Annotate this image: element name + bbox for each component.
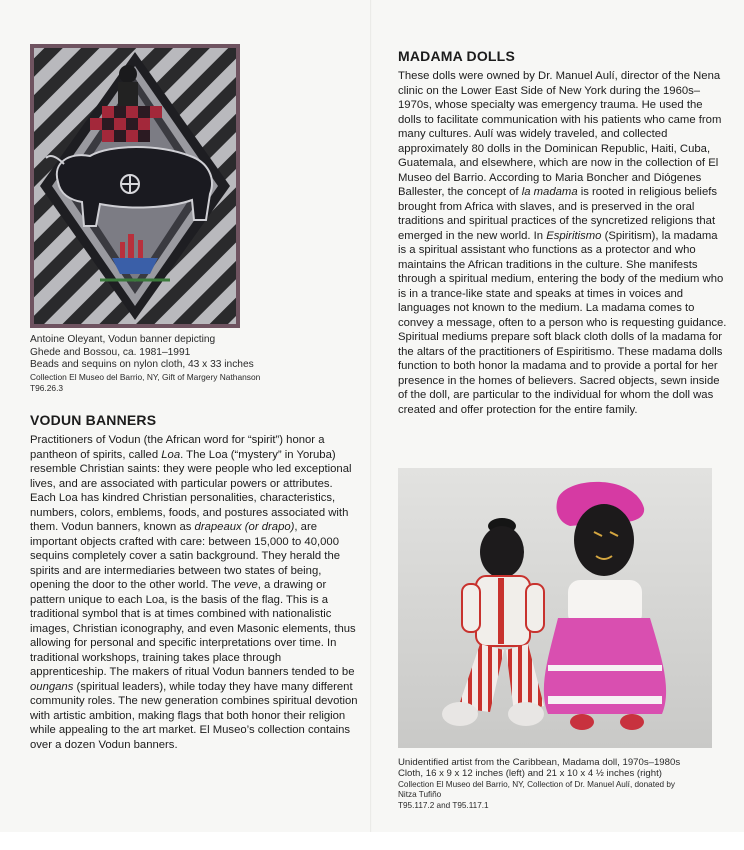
dolls-caption-accession: T95.117.2 and T95.117.1 xyxy=(398,801,489,810)
vodun-heading: VODUN BANNERS xyxy=(30,412,157,428)
madama-dolls-image xyxy=(398,468,712,748)
dolls-caption xyxy=(398,757,728,812)
vodun-body xyxy=(30,433,360,752)
madama-text: These dolls were owned by Dr. Manuel Aulí, director of the Nena clinic on the Lower East Side of New York during the 1960s–1970s, whose specialty was emergency trauma. He used the dolls to facilitate communication with his patients who came from many cultures. Aulí was widely traveled, and collected approximately 80 dolls in the Dominican Republic, Haiti, Cuba, Guatemala, and elsewhere, which are now in the collection of El Museo del Barrio. According to Maria Boncher and Diógenes Ballester, the concept of xyxy=(398,70,722,198)
vodun-text: Practitioners of Vodun (the African word for “spirit”) honor a pantheon of spirits, called xyxy=(30,434,325,461)
vodun-banner-image xyxy=(30,44,240,328)
page-bottom-edge xyxy=(0,832,744,850)
vodun-text: , a drawing or pattern unique to each Loa, is the basis of the flag. This is a traditional symbol that is at times combined with nationalistic images, Christian iconography, and even Masonic elements, thus allowing for personal and specific interpretations over time. In traditional workshops, training takes place through apprenticeship. The makers of ritual Vodun banners tended to be xyxy=(30,579,356,678)
vodun-text: . The Loa (“mystery” in Yoruba) resemble Christian saints: they were people who led exceptional lives, and are associated with particular powers or attributes. Each Loa has kindred Christian personalities, characteristics, numbers, colors, emblems, foods, and postures associated with them. Vodun banners, known as xyxy=(30,448,352,533)
banner-caption-line: Antoine Oleyant, Vodun banner depicting xyxy=(30,334,216,345)
madama-italic: Espiritismo xyxy=(546,229,602,242)
madama-text: (Spiritism), la madama is a spiritual assistant who functions as a protector and who maintains the African traditions in the culture. She manifests through a spiritual medium, entering the body of the medium who is in a trance-like state and speaks at times in voices and languages not known to the medium. La madama comes to convey a message, often to a person who is requesting guidance. Spiritual mediums prepare soft black cloth dolls of la madama for the altars of the practitioners of Espiritismo. These madama dolls function to both honor la madama and to provide a portal for her presence in the homes of believers. Sacred objects, sewn inside of the doll, are particular to the individual for whom the doll was created and offer protection for the entire family. xyxy=(398,229,727,416)
vodun-italic: drapeaux (or drapo) xyxy=(194,521,295,533)
dolls-caption-credit: Nitza Tufiño xyxy=(398,790,442,800)
dolls-caption-line: Cloth, 16 x 9 x 12 inches (left) and 21 x 10 x 4 ½ inches (right) xyxy=(398,768,662,780)
vodun-italic: oungans xyxy=(30,680,74,693)
vodun-italic: veve xyxy=(233,579,258,591)
madama-heading: MADAMA DOLLS xyxy=(398,48,515,64)
madama-text: is rooted in religious beliefs brought from Africa with slaves, and is preserved in the oral traditions and spiritual practices of the syncretized religions that emerged in the new world. In xyxy=(398,186,718,242)
banner-caption-accession: T96.26.3 xyxy=(30,383,64,394)
madama-italic: la madama xyxy=(521,186,578,198)
vodun-text: , are important objects crafted with care: between 15,000 to 40,000 sequins completely cover a satin background. They herald the spirits and are intermediaries between two states of being, opening the door to the other world. The xyxy=(30,521,341,591)
banner-caption-line: Beads and sequins on nylon cloth, 43 x 33 inches xyxy=(30,359,254,371)
dolls-caption-line: Unidentified artist from the Caribbean, Madama doll, 1970s–1980s xyxy=(398,757,681,768)
vodun-italic: Loa xyxy=(161,448,181,461)
banner-caption-credit: Collection El Museo del Barrio, NY, Gift of Margery Nathanson xyxy=(30,371,261,382)
dolls-caption-credit: Collection El Museo del Barrio, NY, Collection of Dr. Manuel Aulí, donated by xyxy=(398,779,676,789)
banner-caption xyxy=(30,334,350,395)
vodun-text: (spiritual leaders), while today they have many different community roles. The new generation combines spiritual devotion with artistic ambition, making flags that both honor their religion while appealing to the art market. El Museo’s collection contains over a dozen Vodun banners. xyxy=(30,680,358,751)
banner-caption-line: Ghede and Bossou, ca. 1981–1991 xyxy=(30,346,191,358)
page-fold xyxy=(370,0,372,850)
madama-body xyxy=(398,69,728,417)
